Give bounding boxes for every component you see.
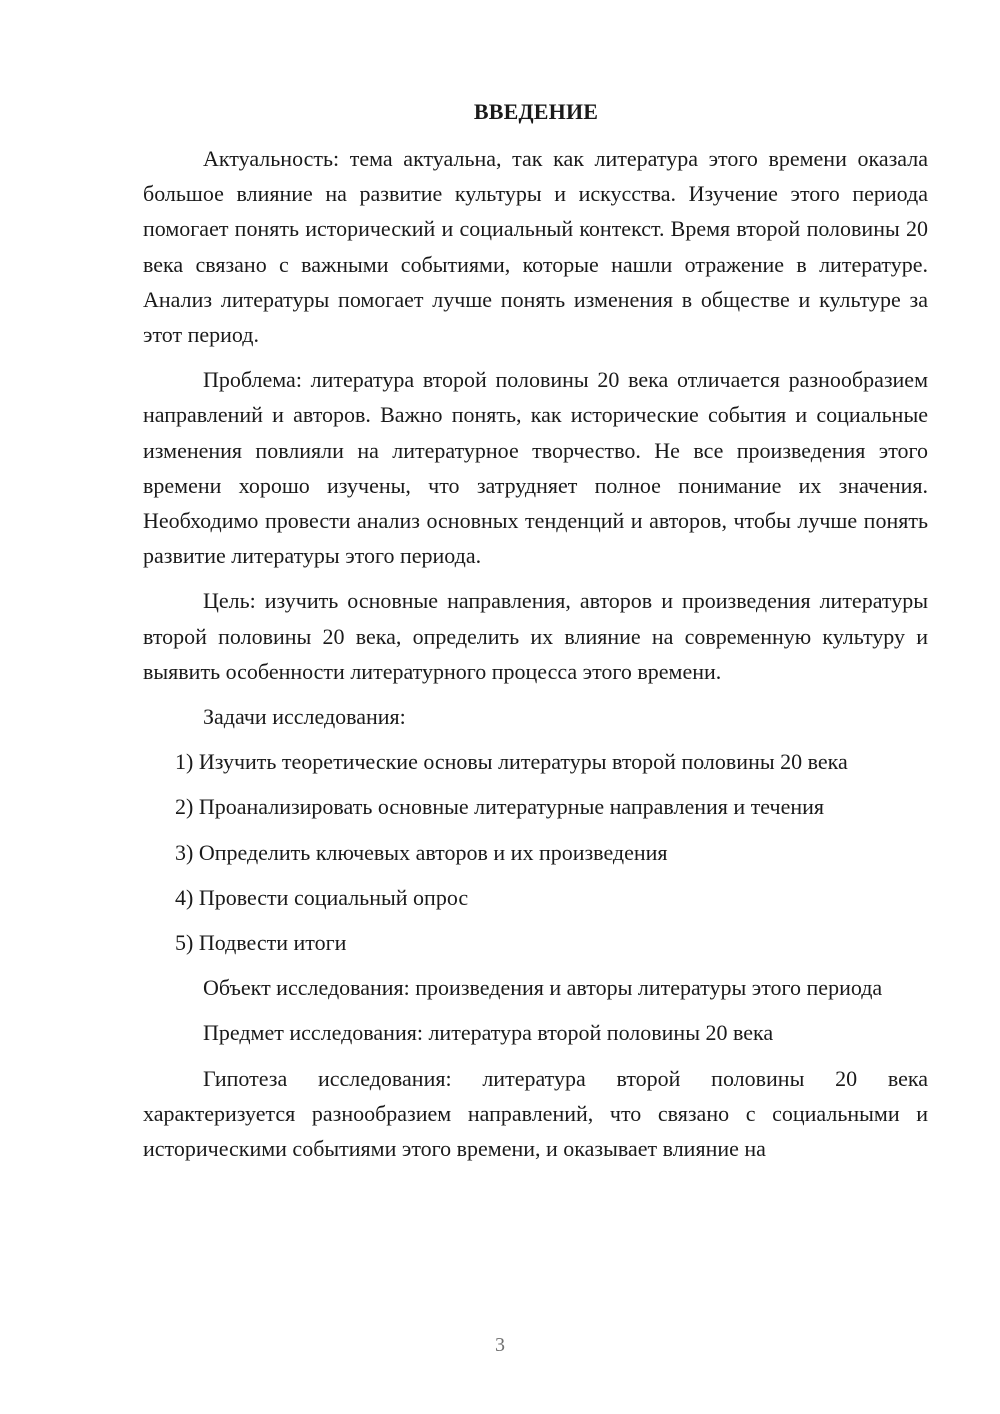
task-item-5: 5) Подвести итоги <box>175 930 347 956</box>
relevance-paragraph: Актуальность: тема актуальна, так как литература этого времени оказала большое влияние на развитие культуры и искусства. Изучение этого периода помогает понять исторический и социальный контекст. Время второй половины 20 века связано с важными событиями, которые нашли отражение в литературе. Анализ литературы помогает лучше понять изменения в обществе и культуре за этот период. <box>143 146 928 348</box>
task-item-3: 3) Определить ключевых авторов и их произведения <box>175 839 668 865</box>
page-number: 3 <box>495 1334 505 1356</box>
task-item-4: 4) Провести социальный опрос <box>175 884 469 910</box>
goal-paragraph: Цель: изучить основные направления, авторов и произведения литературы второй половины 20 века, определить их влияние на современную культуру и выявить особенности литературного процесса этого времени. <box>143 588 928 684</box>
problem-paragraph: Проблема: литература второй половины 20 века отличается разнообразием направлений и авторов. Важно понять, как исторические события и социальные изменения повлияли на литературное творчество. Не все произведения этого времени хорошо изучены, что затрудняет полное понимание их значения. Необходимо провести анализ основных тенденций и авторов, чтобы лучше понять развитие литературы этого периода. <box>143 367 928 569</box>
task-item-1: 1) Изучить теоретические основы литературы второй половины 20 века <box>175 749 848 775</box>
subject-paragraph: Предмет исследования: литература второй половины 20 века <box>203 1020 774 1046</box>
page-content <box>143 94 928 1166</box>
hypothesis-paragraph: Гипотеза исследования: литература второй половины 20 века характеризуется разнообразием направлений, что связано с социальными и историческими событиями этого времени, и оказывает влияние на <box>143 1065 928 1162</box>
section-heading: ВВЕДЕНИЕ <box>473 99 599 124</box>
object-paragraph: Объект исследования: произведения и авторы литературы этого периода <box>203 975 883 1001</box>
tasks-title: Задачи исследования: <box>203 704 406 730</box>
task-item-2: 2) Проанализировать основные литературные направления и течения <box>175 794 825 820</box>
